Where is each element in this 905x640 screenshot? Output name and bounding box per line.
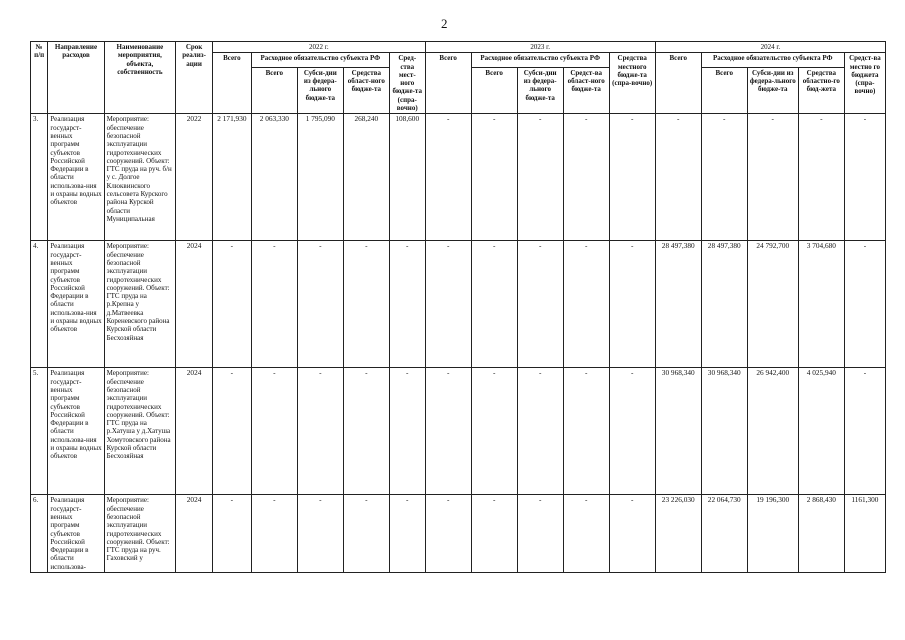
row-value: 24 792,700 bbox=[747, 241, 798, 368]
header-year-2022: 2022 г. bbox=[212, 42, 425, 53]
row-value: 19 196,300 bbox=[747, 495, 798, 573]
row-number: 3. bbox=[31, 114, 48, 241]
header-local-2023: Средства местного бюдже-та (спра-вочно) bbox=[609, 53, 655, 114]
row-direction: Реализация государст-венных программ субъектов Российской Федерации в области использова-ния и охраны водных объектов bbox=[48, 241, 104, 368]
row-value: 4 025,940 bbox=[798, 368, 844, 495]
row-value: - bbox=[389, 241, 425, 368]
row-value: - bbox=[471, 114, 517, 241]
row-value: - bbox=[844, 241, 885, 368]
row-value: 26 942,400 bbox=[747, 368, 798, 495]
row-number: 5. bbox=[31, 368, 48, 495]
row-value: 23 226,030 bbox=[655, 495, 701, 573]
row-name: Мероприятие: обеспечение безопасной эксплуатации гидротехнических сооружений. Объект: ГТС пруда на руч. Гаховский у bbox=[104, 495, 176, 573]
header-total-2022: Всего bbox=[212, 53, 251, 114]
row-value: 1 795,090 bbox=[297, 114, 343, 241]
row-term: 2022 bbox=[176, 114, 213, 241]
row-value: - bbox=[517, 368, 563, 495]
row-value: - bbox=[844, 368, 885, 495]
header-obligation-2023: Расходное обязательство субъекта РФ bbox=[471, 53, 609, 68]
row-value: 268,240 bbox=[343, 114, 389, 241]
row-value: 30 968,340 bbox=[701, 368, 747, 495]
row-value: - bbox=[563, 368, 609, 495]
row-name: Мероприятие: обеспечение безопасной эксплуатации гидротехнических сооружений. Объект: ГТС пруда на р.Хатуша у д.Хатуша Хомутовского района Курской области Бесхозяйная bbox=[104, 368, 176, 495]
header-year-2023: 2023 г. bbox=[425, 42, 655, 53]
header-regional-2022: Средства област-ного бюдже-та bbox=[343, 67, 389, 114]
header-direction: Направление расходов bbox=[48, 42, 104, 114]
row-value: - bbox=[563, 241, 609, 368]
row-value: - bbox=[251, 368, 297, 495]
row-name: Мероприятие: обеспечение безопасной эксплуатации гидротехнических сооружений. Объект: ГТС пруда на руч. б/н у с. Долгое Клюквинского сельсовета Курского района Курской области Муниципальная bbox=[104, 114, 176, 241]
row-value: - bbox=[212, 368, 251, 495]
row-value: - bbox=[251, 495, 297, 573]
row-term: 2024 bbox=[176, 241, 213, 368]
row-value: 3 704,680 bbox=[798, 241, 844, 368]
header-subsidy-2022: Субси-дии из федера-льного бюдже-та bbox=[297, 67, 343, 114]
row-value: - bbox=[471, 368, 517, 495]
row-value: 30 968,340 bbox=[655, 368, 701, 495]
row-value: - bbox=[297, 368, 343, 495]
header-regional-2024: Средства областно-го бюд-жета bbox=[798, 67, 844, 114]
row-value: - bbox=[609, 241, 655, 368]
row-value: - bbox=[343, 495, 389, 573]
row-value: 22 064,730 bbox=[701, 495, 747, 573]
row-value: - bbox=[609, 368, 655, 495]
row-value: - bbox=[517, 495, 563, 573]
row-value: - bbox=[798, 114, 844, 241]
header-total-2023: Всего bbox=[425, 53, 471, 114]
table-row bbox=[31, 114, 886, 241]
row-value: - bbox=[563, 495, 609, 573]
row-value: - bbox=[425, 495, 471, 573]
row-value: - bbox=[471, 495, 517, 573]
header-obligation-2022: Расходное обязательство субъекта РФ bbox=[251, 53, 389, 68]
row-value: 1161,300 bbox=[844, 495, 885, 573]
row-value: 28 497,380 bbox=[701, 241, 747, 368]
header-total-2024: Всего bbox=[655, 53, 701, 114]
page-number: 2 bbox=[441, 16, 448, 31]
row-direction: Реализация государст-венных программ субъектов Российской Федерации в области использова-ния и охраны водных объектов bbox=[48, 368, 104, 495]
header-term: Срок реализ-ации bbox=[176, 42, 213, 114]
row-name: Мероприятие: обеспечение безопасной эксплуатации гидротехнических сооружений. Объект: ГТС пруда на р.Крепна у д.Матвеевка Кореневского района Курской области Бесхозяйная bbox=[104, 241, 176, 368]
row-number: 4. bbox=[31, 241, 48, 368]
row-value: - bbox=[212, 495, 251, 573]
row-value: 2 868,430 bbox=[798, 495, 844, 573]
header-subsidy-2023: Субси-дии из федера-льного бюдже-та bbox=[517, 67, 563, 114]
table-row bbox=[31, 495, 886, 573]
budget-table bbox=[30, 41, 886, 573]
header-name: Наименование мероприятия, объекта, собственность bbox=[104, 42, 176, 114]
header-local-2022: Сред-ства мест-ного бюдже-та (спра-вочно) bbox=[389, 53, 425, 114]
row-term: 2024 bbox=[176, 368, 213, 495]
row-value: - bbox=[212, 241, 251, 368]
row-value: - bbox=[251, 241, 297, 368]
row-direction: Реализация государст-венных программ субъектов Российской Федерации в области использова- bbox=[48, 495, 104, 573]
row-value: - bbox=[471, 241, 517, 368]
row-direction: Реализация государст-венных программ субъектов Российской Федерации в области использова-ния и охраны водных объектов bbox=[48, 114, 104, 241]
row-value: - bbox=[747, 114, 798, 241]
row-value: - bbox=[701, 114, 747, 241]
row-value: 2 063,330 bbox=[251, 114, 297, 241]
header-obligation-total-2022: Всего bbox=[251, 67, 297, 114]
row-value: - bbox=[517, 241, 563, 368]
table-row bbox=[31, 368, 886, 495]
row-value: - bbox=[343, 368, 389, 495]
row-value: - bbox=[609, 114, 655, 241]
row-value: - bbox=[425, 241, 471, 368]
header-obligation-total-2023: Всего bbox=[471, 67, 517, 114]
row-term: 2024 bbox=[176, 495, 213, 573]
row-value: - bbox=[297, 241, 343, 368]
header-obligation-2024: Расходное обязательство субъекта РФ bbox=[701, 53, 844, 68]
row-number: 6. bbox=[31, 495, 48, 573]
table-row bbox=[31, 241, 886, 368]
row-value: - bbox=[425, 114, 471, 241]
row-value: - bbox=[343, 241, 389, 368]
header-obligation-total-2024: Всего bbox=[701, 67, 747, 114]
header-local-2024: Средст-ва местно го бюджета (спра-вочно) bbox=[844, 53, 885, 114]
row-value: - bbox=[655, 114, 701, 241]
header-no: № п/п bbox=[31, 42, 48, 114]
row-value: - bbox=[609, 495, 655, 573]
header-year-2024: 2024 г. bbox=[655, 42, 885, 53]
row-value: - bbox=[425, 368, 471, 495]
row-value: - bbox=[563, 114, 609, 241]
row-value: - bbox=[389, 368, 425, 495]
row-value: - bbox=[297, 495, 343, 573]
header-regional-2023: Средст-ва област-ного бюдже-та bbox=[563, 67, 609, 114]
row-value: 2 171,930 bbox=[212, 114, 251, 241]
row-value: 28 497,380 bbox=[655, 241, 701, 368]
row-value: - bbox=[389, 495, 425, 573]
row-value: - bbox=[517, 114, 563, 241]
row-value: 108,600 bbox=[389, 114, 425, 241]
row-value: - bbox=[844, 114, 885, 241]
header-subsidy-2024: Субси-дии из федера-льного бюдже-та bbox=[747, 67, 798, 114]
